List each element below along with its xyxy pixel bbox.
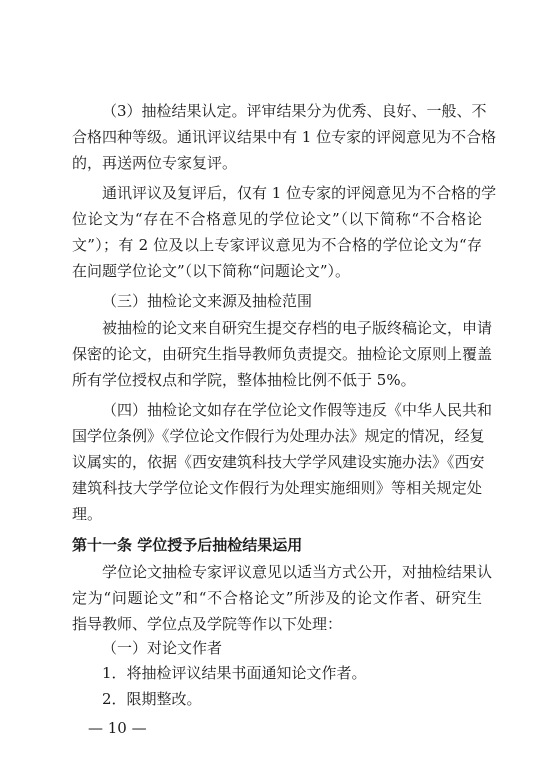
paragraph-line: （3）抽检结果认定。评审结果分为优秀、良好、一般、不 — [102, 102, 487, 120]
paragraph-line: 的，再送两位专家复评。 — [72, 154, 238, 172]
paragraph-line: 学位论文抽检专家评议意见以适当方式公开，对抽检结果认 — [102, 563, 493, 581]
list-item: 2．限期整改。 — [102, 690, 202, 708]
page-number: — 10 — — [88, 719, 147, 737]
paragraph-line: 议属实的，依据《西安建筑科技大学学风建设实施办法》《西安 — [72, 453, 485, 471]
paragraph-line: 国学位条例》《学位论文作假行为处理办法》规定的情况，经复 — [72, 427, 485, 445]
paragraph-line: 保密的论文，由研究生指导教师负责提交。抽检论文原则上覆盖 — [72, 345, 493, 363]
paragraph-line: 指导教师、学位点及学院等作以下处理： — [72, 615, 343, 633]
paragraph-line: （四）抽检论文如存在学位论文作假等违反《中华人民共和 — [102, 401, 493, 419]
section-heading: （三）抽检论文来源及抽检范围 — [102, 292, 313, 310]
paragraph-line: 建筑科技大学学位论文作假行为处理实施细则》等相关规定处 — [72, 479, 482, 497]
article-heading: 第十一条 学位授予后抽检结果运用 — [72, 536, 303, 554]
subsection-heading: （一）对论文作者 — [102, 639, 223, 657]
paragraph-line: 被抽检的论文来自研究生提交存档的电子版终稿论文，申请 — [102, 319, 493, 337]
paragraph-line: 所有学位授权点和学院，整体抽检比例不低于 5%。 — [72, 371, 416, 389]
list-item: 1．将抽检评议结果书面通知论文作者。 — [102, 664, 367, 682]
paragraph-line: 在问题学位论文”（以下简称“问题论文”）。 — [72, 262, 351, 280]
paragraph-line: 定为“问题论文”和“不合格论文”所涉及的论文作者、研究生 — [72, 589, 482, 607]
paragraph-line: 合格四种等级。通讯评议结果中有 1 位专家的评阅意见为不合格 — [72, 128, 497, 146]
paragraph-line: 通讯评议及复评后，仅有 1 位专家的评阅意见为不合格的学 — [102, 184, 497, 202]
paragraph-line: 文”）；有 2 位及以上专家评议意见为不合格的学位论文为“存 — [72, 236, 482, 254]
paragraph-line: 位论文为“存在不合格意见的学位论文”（以下简称“不合格论 — [72, 210, 482, 228]
paragraph-line: 理。 — [72, 505, 103, 523]
